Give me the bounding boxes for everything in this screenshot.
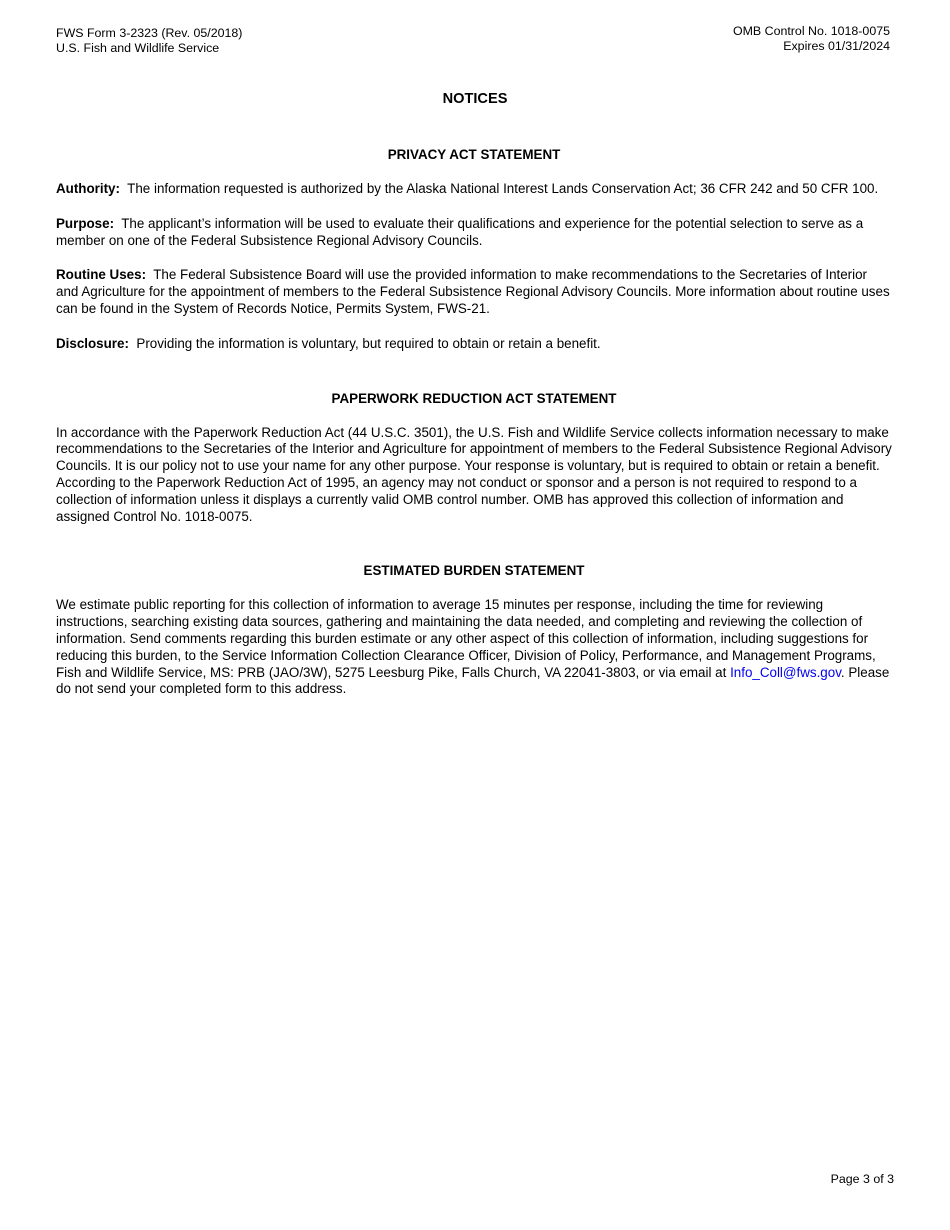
omb-control-number: OMB Control No. 1018-0075 xyxy=(732,24,890,38)
authority-label: Authority: xyxy=(56,181,120,196)
form-header-right xyxy=(733,24,890,54)
purpose-text: The applicant’s information will be used to evaluate their qualifications and experience for the potential selection to serve as a member on one of the Federal Subsistence Regional Advisory Councils. xyxy=(56,215,864,248)
page-title: NOTICES xyxy=(442,91,508,107)
info-coll-email-link[interactable]: Info_Coll@fws.gov xyxy=(730,664,841,680)
routine-uses-label: Routine Uses: xyxy=(56,267,147,283)
purpose-paragraph xyxy=(56,216,892,250)
privacy-act-heading: PRIVACY ACT STATEMENT xyxy=(387,147,561,162)
disclosure-label: Disclosure: xyxy=(56,335,129,351)
routine-uses-text: The Federal Subsistence Board will use the provided information to make recommendations to the Secretaries of Interior and Agriculture for the appointment of members to the Federal Subsistence Regional Advisory Councils. More information about routine uses can be found in the System of Records Notice, Permits System, FWS-21. xyxy=(56,267,890,316)
burden-statement-paragraph xyxy=(56,597,892,698)
burden-text-after: . Please do not send your completed form to this address. xyxy=(56,664,890,697)
form-header-left xyxy=(56,26,242,56)
disclosure-text: Providing the information is voluntary, but required to obtain or retain a benefit. xyxy=(136,335,601,351)
routine-uses-paragraph xyxy=(56,267,892,317)
authority-paragraph xyxy=(56,181,892,198)
agency-name: U.S. Fish and Wildlife Service xyxy=(56,41,220,55)
paperwork-reduction-text: In accordance with the Paperwork Reduction Act (44 U.S.C. 3501), the U.S. Fish and Wildlife Service collects information necessary to make recommendations to the Secretaries of the Interior and Agriculture for appointment of members to the Federal Subsistence Regional Advisory Councils. It is our policy not to use your name for any other purpose. Your response is voluntary, but is required to obtain or retain a benefit. According to the Paperwork Reduction Act of 1995, an agency may not conduct or sponsor and a person is not required to respond to a collection of information unless it displays a currently valid OMB control number. OMB has approved this collection of information and assigned Control No. 1018-0075. xyxy=(56,424,892,524)
notices-content xyxy=(56,146,892,698)
burden-statement-section xyxy=(56,562,892,698)
expiration-date: Expires 01/31/2024 xyxy=(783,39,890,53)
burden-text-before: We estimate public reporting for this collection of information to average 15 minutes per response, including the time for reviewing instructions, searching existing data sources, gathering and maintaining the data needed, and completing and reviewing the collection of information. Send comments regarding this burden estimate or any other aspect of this collection of information, including suggestions for reducing this burden, to the Service Information Collection Clearance Officer, Division of Policy, Performance, and Management Programs, Fish and Wildlife Service, MS: PRB (JAO/3W), 5275 Leesburg Pike, Falls Church, VA 22041-3803, or via email at xyxy=(56,597,876,680)
burden-statement-heading: ESTIMATED BURDEN STATEMENT xyxy=(363,563,585,579)
disclosure-paragraph xyxy=(56,336,892,353)
privacy-act-section xyxy=(56,146,892,353)
form-number: FWS Form 3-2323 (Rev. 05/2018) xyxy=(56,26,243,40)
purpose-label: Purpose: xyxy=(56,215,115,231)
page-number: Page 3 of 3 xyxy=(830,1172,894,1186)
paperwork-reduction-section xyxy=(56,390,892,526)
authority-text: The information requested is authorized by the Alaska National Interest Lands Conservation Act; 36 CFR 242 and 50 CFR 100. xyxy=(127,181,879,196)
paperwork-reduction-heading: PAPERWORK REDUCTION ACT STATEMENT xyxy=(331,390,617,406)
